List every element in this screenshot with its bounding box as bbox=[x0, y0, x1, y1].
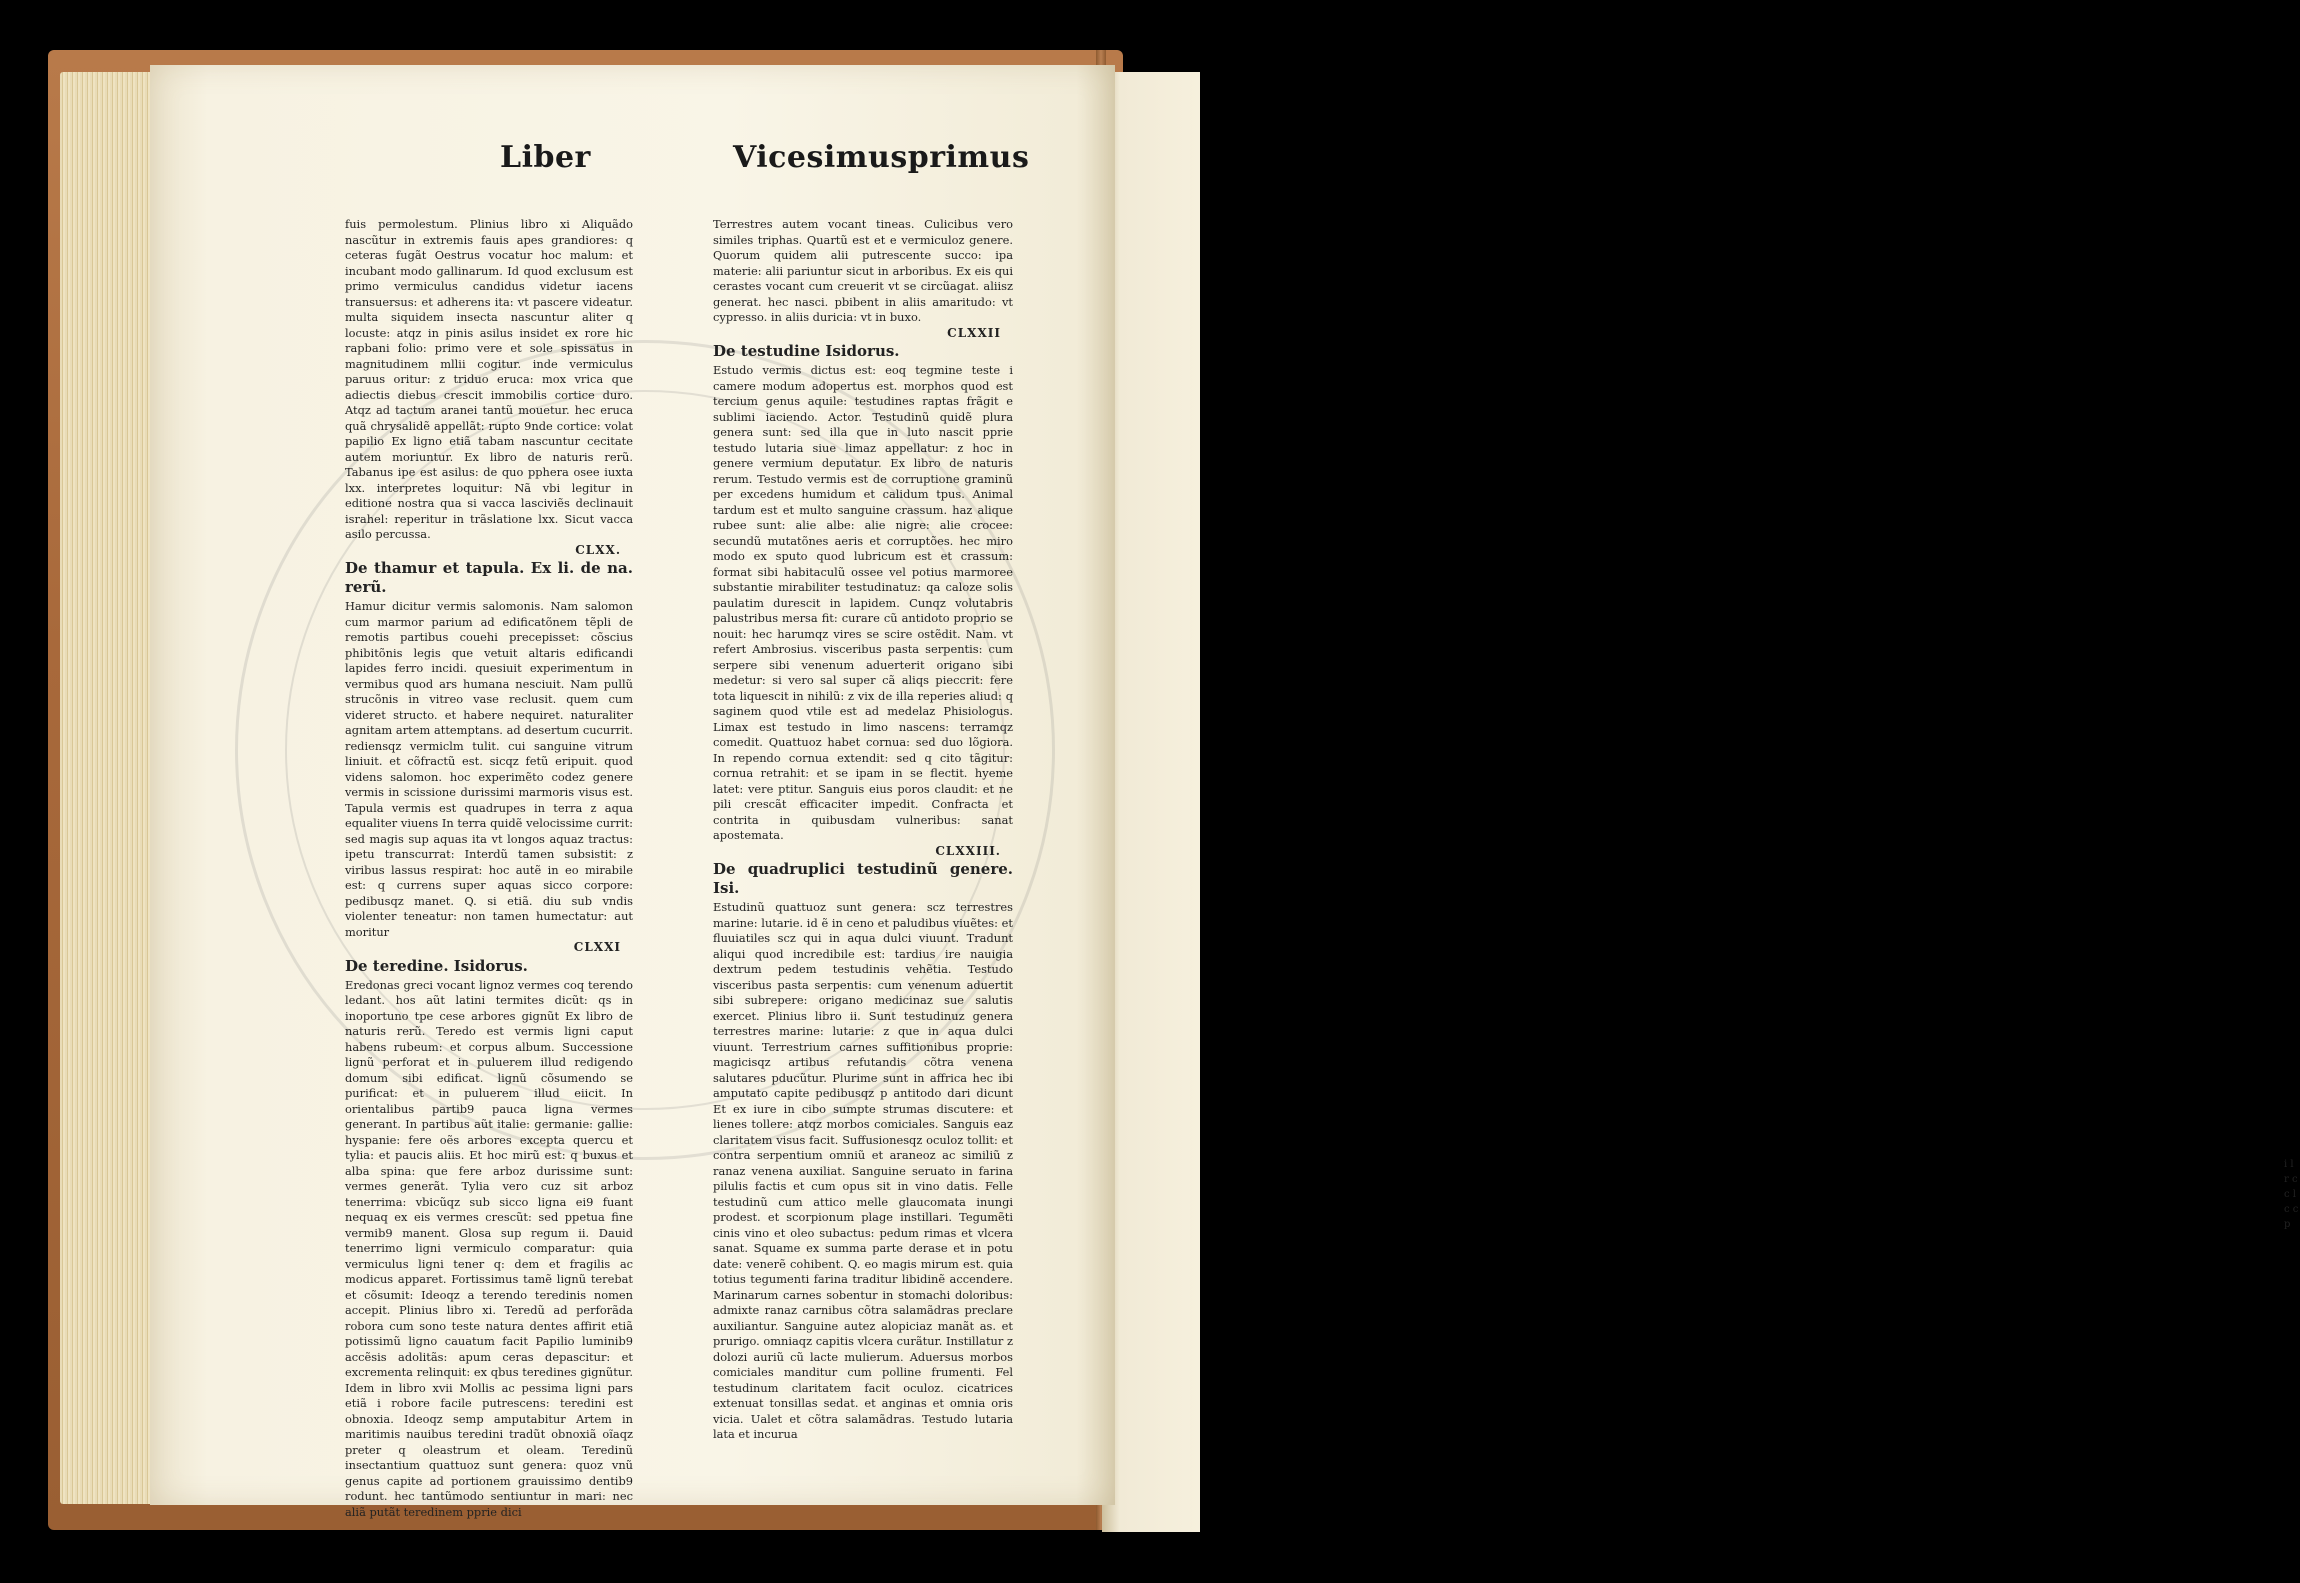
chapter-number: CLXXI bbox=[573, 940, 621, 954]
text-column-left bbox=[345, 217, 633, 1520]
chapter-number: CLXXIII. bbox=[935, 843, 1001, 858]
section-heading: De teredine. Isidorus. bbox=[345, 956, 528, 975]
chapter-number: CLXXII bbox=[947, 325, 1001, 340]
section-heading: De thamur et tapula. Ex li. de na. rerũ. bbox=[345, 559, 633, 596]
page-edges bbox=[60, 72, 152, 1504]
facing-page-text-fragment: i l r c c l c c p bbox=[2284, 1159, 2299, 1230]
paragraph: Hamur dicitur vermis salomonis. Nam salomon cum marmor parium ad edificatõnem tẽpli de remotis partibus couehi precepisset: cõscius phibitõnis legis que vetuit altaris edificandi lapides ferro incidi. quesiuit experimentum in vermibus quod ars humana nesciuit. Nam pullũ strucõnis in vitreo vase reclusit. quem cum videret structo. et habere nequiret. naturaliter agnitam artem attemptans. ad desertum cucurrit. rediensqz vermiclm tulit. cui sanguine vitrum liniuit. et cõfractũ est. sicqz fetũ eripuit. quod videns salomon. hoc experimẽto codez genere vermis in scissione durissimi marmoris visus est. Tapula vermis est quadrupes in terra z aqua equaliter viuens In terra quidẽ velocissime currit: sed magis sup aquas ita vt longos aquaz tractus: ipetu transcurrat: Interdũ tamen subsistit: z viribus lassus respirat: hoc autẽ in eo mirabile est: q currens super aquas sicco corpore: pedibusqz manet. Q. si etiã. diu sub vndis violenter teneatur: non tamen humectatur: aut moritur bbox=[345, 599, 633, 939]
section-heading: De quadruplici testudinũ genere. Isi. bbox=[713, 860, 1013, 897]
running-title-left: Liber bbox=[500, 140, 591, 175]
chapter-number: CLXX. bbox=[575, 542, 621, 557]
paragraph: Eredonas greci vocant lignoz vermes coq terendo ledant. hos aũt latini termites dicũt: qs in inoportuno tpe cese arbores gignũt Ex libro de naturis rerũ. Teredo est vermis ligni caput habens rubeum: et corpus album. Successione lignũ perforat et in puluerem illud redigendo domum sibi edificat. lignũ cõsumendo se purificat: et in puluerem illud eiicit. In orientalibus partib9 pauca ligna vermes generant. In partibus aũt italie: germanie: gallie: hyspanie: fere oẽs arbores excepta quercu et tylia: et paucis aliis. Et hoc mirũ est: q buxus et alba spina: que fere arboz durissime sunt: vermes generãt. Tylia vero cuz sit arboz tenerrima: vbicũqz sub sicco ligna ei9 fuant nequaq ex eis vermes crescũt: sed ppetua fine vermib9 manent. Glosa sup regum ii. Dauid tenerrimo ligni vermiculo comparatur: quia vermiculus ligni tener q: dem et fragilis ac modicus apparet. Fortissimus tamẽ lignũ terebat et cõsumit: Ideoqz a terendo teredinis nomen accepit. Plinius libro xi. Teredũ ad perforãda robora cum sono teste natura dentes affirit etiã potissimũ ligno cauatum facit Papilio luminib9 accẽsis adolitãs: apum ceras depascitur: et excrementa relinquit: ex qbus teredines gignũtur. Idem in libro xvii Mollis ac pessima ligni pars etiã i robore facile putrescens: teredini est obnoxia. Ideoqz semp amputabitur Artem in maritimis nauibus teredini tradũt obnoxiã oĩaqz preter q oleastrum et oleam. Teredinũ insectantium quattuoz sunt genera: quoz vnũ genus capite ad portionem grauissimo dentib9 rodunt. hec tantũmodo sentiuntur in mari: nec aliã putãt teredinem pprie dici bbox=[345, 977, 633, 1519]
paragraph: fuis permolestum. Plinius libro xi Aliquãdo nascũtur in extremis fauis apes grandiores: q ceteras fugãt Oestrus vocatur hoc malum: et incubant modo gallinarum. Id quod exclusum est primo vermiculus candidus videtur iacens transuersus: et adherens ita: vt pascere videatur. multa siquidem insecta nascuntur aliter q locuste: atqz in pinis asilus insidet ex rore hic rapbani folio: primo vere et sole spissatus in magnitudinem mllii cogitur. inde vermiculus paruus oritur: z triduo eruca: mox vrica que adiectis diebus crescit immobilis cortice duro. Atqz ad tactum aranei tantũ mouetur. hec eruca quã chrysalidẽ appellãt: rupto 9nde cortice: volat papilio Ex ligno etiã tabam nascuntur cecitate autem moriuntur. Ex libro de naturis rerũ. Tabanus ipe est asilus: de quo pphera osee iuxta lxx. interpretes loquitur: Nã vbi legitur in editione nostra qua si vacca lasciviẽs declinauit israhel: reperitur in trãslatione lxx. Sicut vacca asilo percussa. bbox=[345, 217, 633, 541]
running-title-right: Vicesimusprimus bbox=[733, 140, 1030, 175]
paragraph: Estudinũ quattuoz sunt genera: scz terrestres marine: lutarie. id ẽ in ceno et paludibus viuẽtes: et fluuiatiles scz qui in aqua dulci viuunt. Tradunt aliqui quod incredibile est: tardius ire nauigia dextrum pedem testudinis vehẽtia. Testudo visceribus pasta serpentis: cum venenum aduertit sibi subrepere: origano medicinaz sue salutis exercet. Plinius libro ii. Sunt testudinuz genera terrestres marine: lutarie: z que in aqua dulci viuunt. Terrestrium carnes suffitionibus proprie: magicisqz artibus refutandis cõtra venena salutares pducũtur. Plurime sunt in affrica hec ibi amputato capite pedibusqz p antitodo dari dicunt Et ex iure in cibo sumpte strumas discutere: et lienes tollere: atqz morbos comiciales. Sanguis eaz claritatem visus facit. Suffusionesqz oculoz tollit: et contra serpentium omniũ et araneoz ac similiũ z ranaz venena auxiliat. Sanguine seruato in farina pilulis factis et cum opus sit in vino datis. Felle testudinũ cum attico melle glaucomata inungi prodest. et scorpionum plage instillari. Tegumẽti cinis vino et oleo subactus: pedum rimas et vlcera sanat. Squame ex summa parte derase et in potu date: venerẽ cohibent. Q. eo magis mirum est. quia totius tegumenti farina traditur libidinẽ accendere. Marinarum carnes sobentur in stomachi doloribus: admixte ranaz carnibus cõtra salamãdras preclare auxiliantur. Sanguine autez alopiciaz manãt as. et prurigo. omniaqz capitis vlcera curãtur. Instillatur z dolozi auriũ cũ lacte mulierum. Aduersus morbos comiciales manditur cum polline frumenti. Fel testudinum claritatem facit oculoz. cicatrices extenuat tonsillas sedat. et anginas et omnia oris vicia. Ualet et cõtra salamãdras. Testudo lutaria lata et incurua bbox=[713, 900, 1013, 1441]
facing-page bbox=[1102, 72, 2299, 1532]
paragraph: Terrestres autem vocant tineas. Culicibus vero similes triphas. Quartũ est et e vermiculoz genere. Quorum quidem alii putrescente succo: ipa materie: alii pariuntur sicut in arboribus. Ex eis qui cerastes vocant cum creuerit vt se circũagat. aliisz generat. hec nasci. pbibent in aliis amaritudo: vt cypresso. in aliis duricia: vt in buxo. bbox=[713, 217, 1013, 324]
text-column-right bbox=[713, 217, 1013, 1443]
paragraph: Estudo vermis dictus est: eoq tegmine teste i camere modum adopertus est. morphos quod est tercium genus aquile: testudines raptas frãgit e sublimi iaciendo. Actor. Testudinũ quidẽ plura genera sunt: sed illa que in luto nascit pprie testudo lutaria siue limaz appellatur: z hoc in genere vermium deputatur. Ex libro de naturis rerum. Testudo vermis est de corruptione graminũ per excedens humidum et calidum tpus. Animal tardum est et multo sanguine crassum. haz alique rubee sunt: alie albe: alie nigre: alie crocee: secundũ mutatõnes aeris et corruptões. hec miro modo ex sputo quod lubricum est et crassum: format sibi habitaculũ ossee vel potius marmoree substantie mirabiliter testudinatuz: qa caloze solis paulatim durescit in lapidem. Cunqz volutabris palustribus mersa fit: curare cũ antidoto proprio se nouit: hec harumqz vires se scire ostẽdit. Nam. vt refert Ambrosius. visceribus pasta serpentis: cum serpere sibi venenum aduerterit origano sibi medetur: si vero sal super cã aliqs pieccrit: fere tota liquescit in nihilũ: z vix de illa reperies aliud: q saginem quod vtile est ad medelaz Phisiologus. Limax est testudo in limo nascens: terramqz comedit. Quattuoz habet cornua: sed duo lõgiora. In rependo cornua extendit: sed q cito tãgitur: cornua retrahit: et se ipam in se flectit. hyeme latet: vere ptitur. Sanguis eius poros claudit: et ne pili crescãt efficaciter impedit. Confracta et contrita in quibusdam vulneribus: sanat apostemata. bbox=[713, 363, 1013, 842]
section-heading: De testudine Isidorus. bbox=[713, 342, 900, 360]
